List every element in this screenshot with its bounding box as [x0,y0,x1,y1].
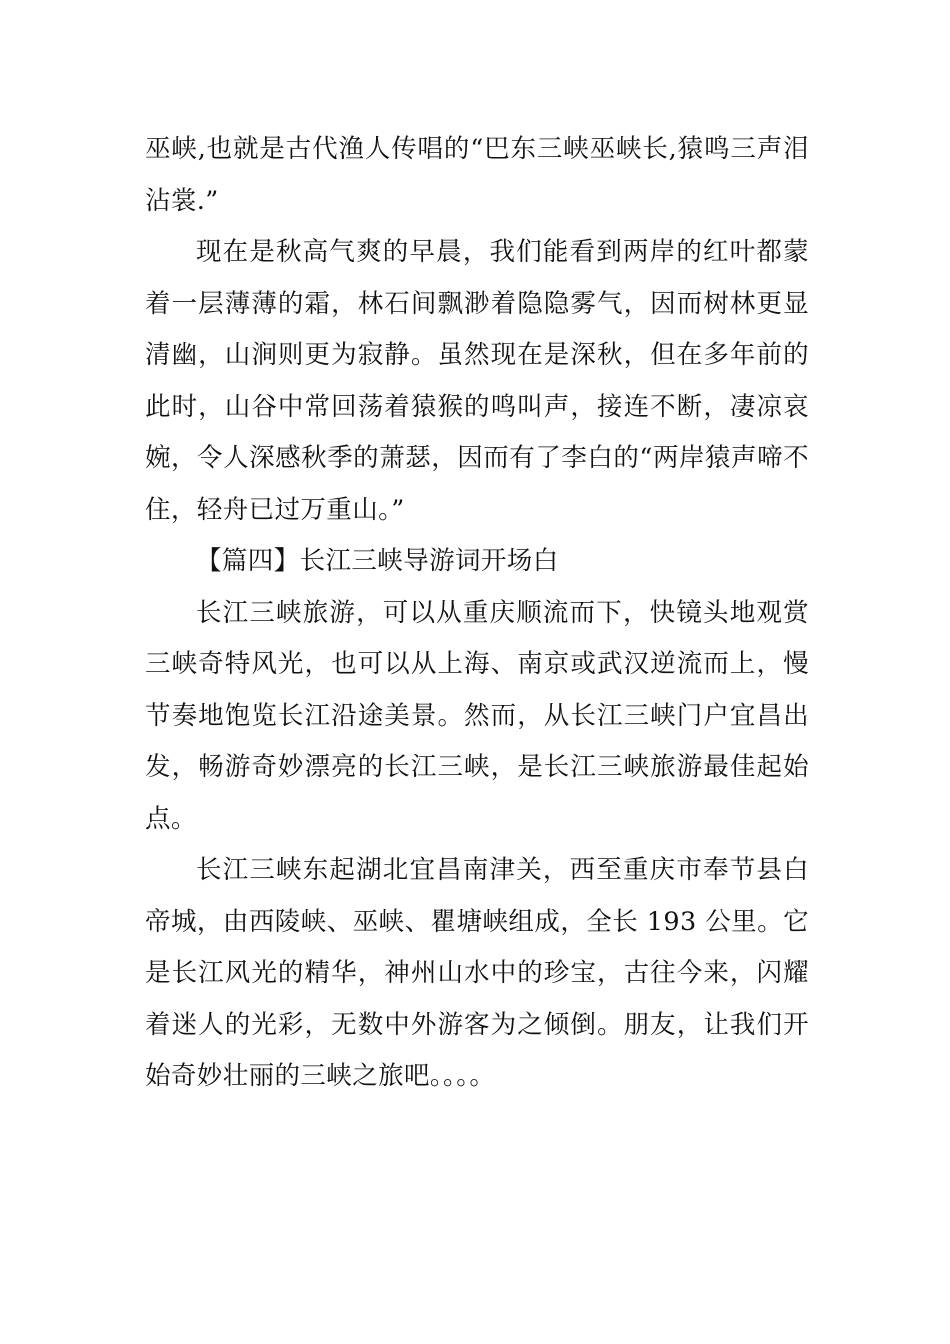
document-body [145,124,809,1103]
continuation-paragraph: 巫峡,也就是古代渔人传唱的“巴东三峡巫峡长,猿鸣三声泪沾裳.” [145,134,809,216]
autumn-morning-paragraph: 现在是秋高气爽的早晨，我们能看到两岸的红叶都蒙着一层薄薄的霜，林石间飘渺着隐隐雾气，因而树林更显清幽，山涧则更为寂静。虽然现在是深秋，但在多年前的此时，山谷中常回荡着猿猴的鸣叫声，接连不断，凄凉哀婉，令人深感秋季的萧瑟，因而有了李白的“两岸猿声啼不住，轻舟已过万重山。” [145,237,809,525]
tour-route-paragraph: 长江三峡旅游，可以从重庆顺流而下，快镜头地观赏三峡奇特风光，也可以从上海、南京或武汉逆流而上，慢节奏地饱览长江沿途美景。然而，从长江三峡门户宜昌出发，畅游奇妙漂亮的长江三峡，是长江三峡旅游最佳起始点。 [145,597,809,834]
section-heading: 【篇四】长江三峡导游词开场白 [196,546,559,576]
three-gorges-overview-paragraph: 长江三峡东起湖北宜昌南津关，西至重庆市奉节县白帝城，由西陵峡、巫峡、瞿塘峡组成，全长 193 公里。它是长江风光的精华，神州山水中的珍宝，古往今来，闪耀着迷人的光彩，无数中外游客为之倾倒。朋友，让我们开始奇妙壮丽的三峡之旅吧。。。。 [145,855,809,1091]
